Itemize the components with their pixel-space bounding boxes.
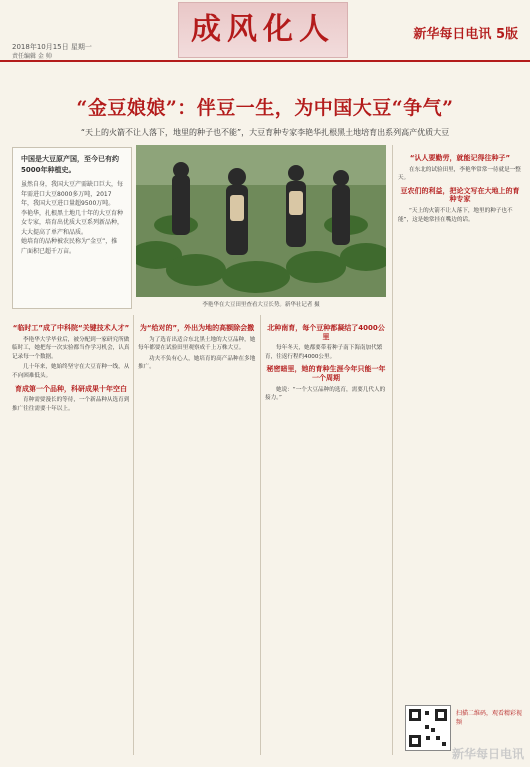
section-heading: 育成第一个品种，科研成果十年空白 (15, 384, 127, 393)
article-headline: “金豆娘娘”：伴豆一生，为中国大豆“争气” (76, 97, 454, 119)
photo-illustration (136, 145, 386, 297)
summary-line: 她培育的品种被农民称为“金豆”，推广面积已超千万亩。 (21, 238, 118, 255)
section-heading: 秘密暗里，她的育种生涯今年只能一年一个周期 (266, 365, 386, 382)
qr-note: 扫描二维码，观看精彩视频 (456, 710, 523, 726)
footer-watermark-text: 新华每日电讯 (451, 747, 524, 761)
section-heading: 豆农们的利益，把论文写在大地上的育种专家 (400, 186, 520, 204)
paragraph: 在东北的试验田里，李艳华常常一待就是一整天。 (398, 166, 521, 182)
page-header (0, 0, 530, 62)
paragraph: 她说：“一个大豆品种的选育，需要几代人的接力。” (265, 386, 386, 402)
article-column-4 (398, 150, 522, 226)
section-title: 成风化人 (191, 12, 335, 47)
qr-code-icon (406, 706, 450, 750)
article-column-1 (12, 320, 130, 415)
summary-box (12, 147, 132, 309)
paragraph: 为了选育出适合东北黑土地的大豆品种，她每年都要在试验田里观察成千上万株大豆。 (138, 336, 256, 352)
photo-caption: 李艳华在大豆田里查看大豆长势。新华社记者 摄 (202, 302, 320, 308)
field-photo (136, 145, 386, 297)
section-title-banner (178, 2, 348, 58)
section-heading: 北种南育，每个豆种都凝结了4000公里 (267, 324, 385, 341)
issue-date: 2018年10月15日 星期一 (12, 43, 92, 51)
paragraph: 李艳华大学毕业后，被分配到一家研究所做临时工，她把每一次实验都当作学习机会，认真记录每一个数据。 (12, 336, 130, 360)
column-divider (392, 145, 393, 755)
article-column-3 (265, 320, 387, 405)
section-heading: 为“给对的”，外出为地的高额除会撒 (139, 324, 255, 332)
column-divider (133, 315, 134, 755)
section-heading: “认人要勤劳，就能记得往种子” (409, 154, 511, 162)
editor-line: 责任编辑 金 帅 (12, 53, 52, 60)
column-divider (260, 315, 261, 755)
summary-line: 虽然自身，我国大豆产需缺口巨大，每年需进口大豆8000多万吨，2017年，我国大豆进口量超9500万吨。 (21, 181, 124, 207)
paragraph: 功夫不负有心人，她培育的高产品种在多地推广。 (138, 355, 256, 371)
paragraph: 育种需要漫长的等待，一个新品种从选育到推广往往需要十年以上。 (12, 397, 130, 412)
brand-page-label: 新华每日电讯 5版 (413, 27, 518, 42)
summary-heading: 中国是大豆原产国，至今已有约5000年种植史。 (21, 155, 119, 174)
footer-watermark (334, 745, 524, 763)
section-heading: “临时工”成了中科院“关键技术人才” (12, 324, 130, 332)
article-column-2 (138, 320, 256, 374)
paragraph: 几十年来，她始终坚守在大豆育种一线，从不向困难低头。 (12, 364, 130, 379)
summary-line: 李艳华，扎根黑土地几十年的大豆育种女专家，培育出优质大豆系列新品种，大大提高了单产和品质。 (21, 209, 124, 236)
article-subheadline: “天上的火箭不让人落下，地里的种子也不能”，大豆育种专家李艳华扎根黑土地培育出系列高产优质大豆 (80, 128, 450, 137)
paragraph: “天上的火箭不让人落下，地里的种子也不能”，这是她常挂在嘴边的话。 (398, 207, 513, 223)
paragraph: 每年冬天，她都要带着种子南下海南加代繁育，往返行程约4000公里。 (265, 345, 383, 360)
